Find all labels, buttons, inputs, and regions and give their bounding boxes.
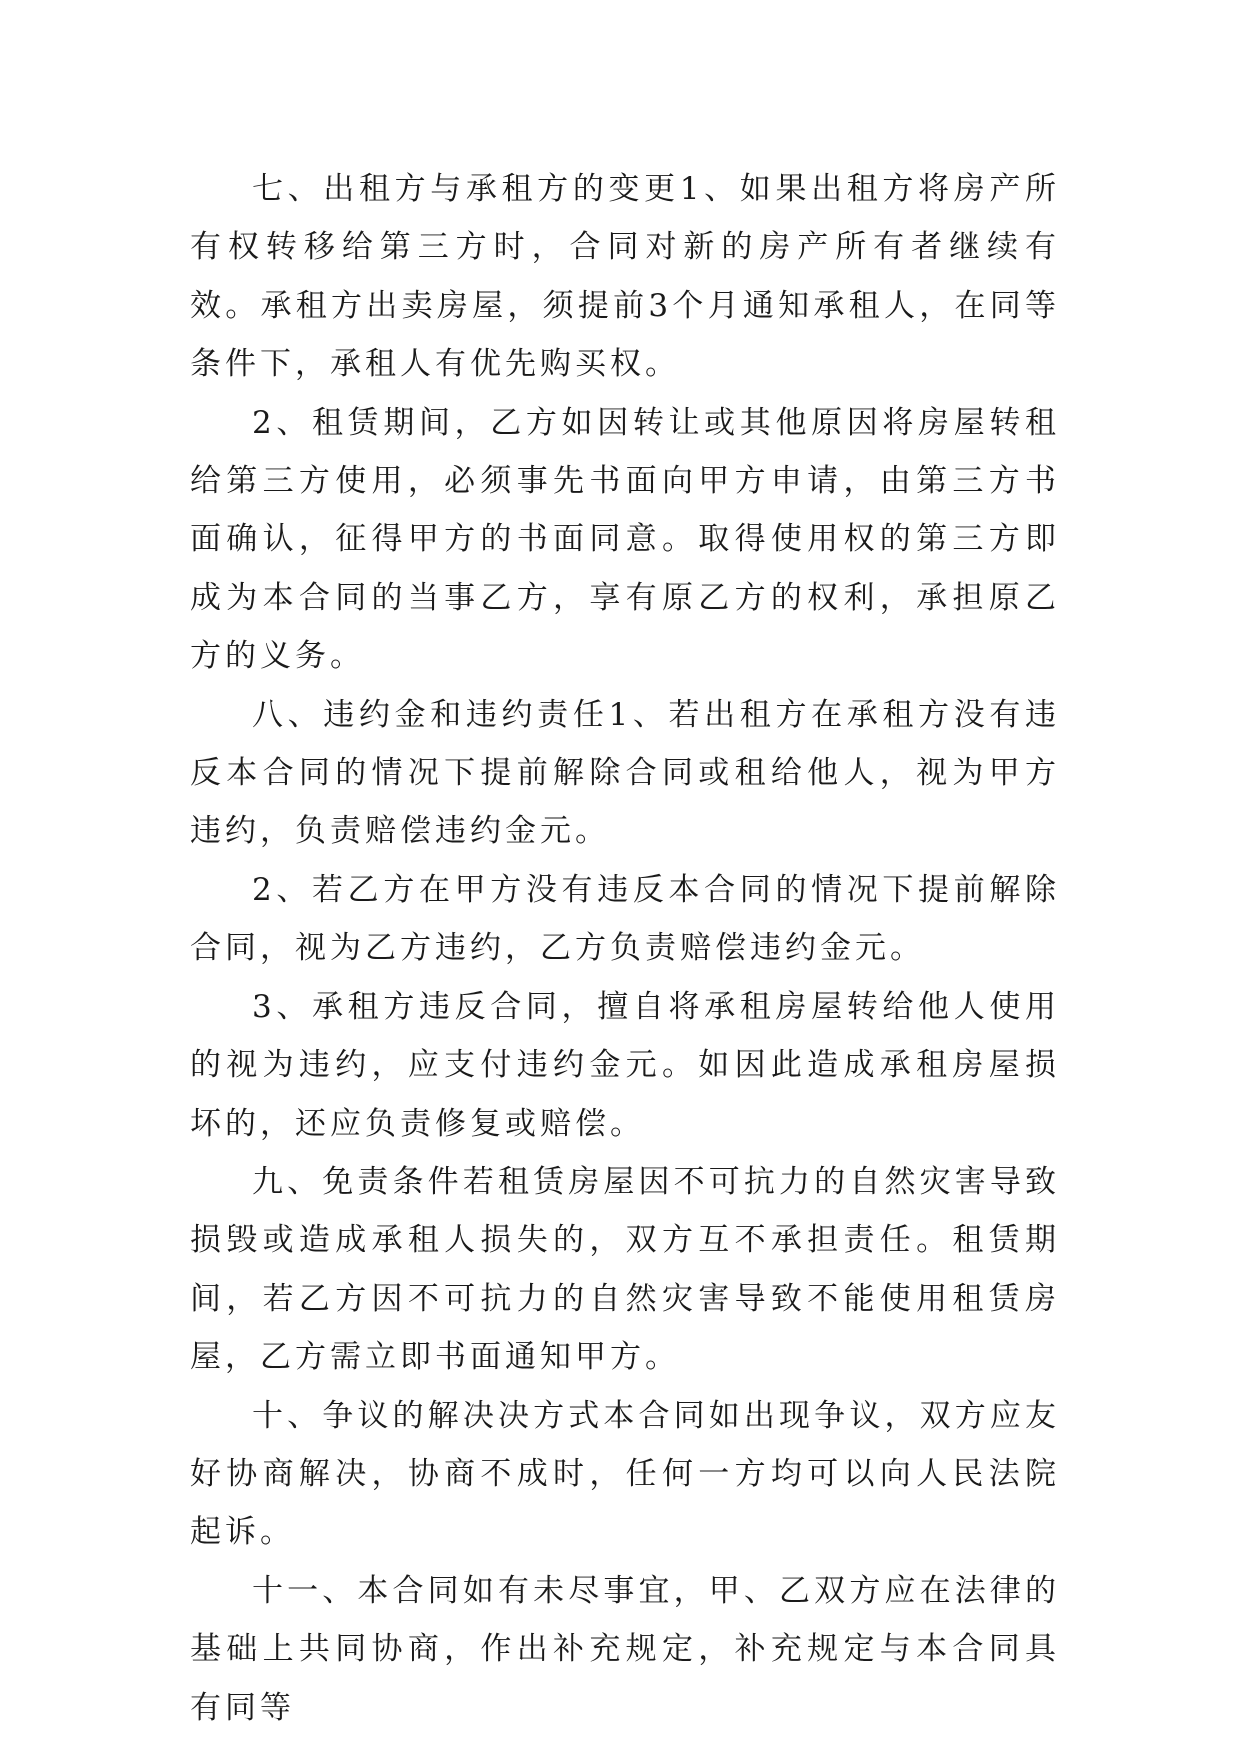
paragraph-clause-8-1: 八、违约金和违约责任1、若出租方在承租方没有违反本合同的情况下提前解除合同或租给他人，视为甲方违约，负责赔偿违约金元。	[190, 696, 1060, 850]
document-body	[190, 160, 1060, 1737]
paragraph-clause-8-3: 3、承租方违反合同，擅自将承租房屋转给他人使用的视为违约，应支付违约金元。如因此造成承租房屋损坏的，还应负责修复或赔偿。	[190, 988, 1060, 1142]
paragraph-clause-9: 九、免责条件若租赁房屋因不可抗力的自然灾害导致损毁或造成承租人损失的，双方互不承担责任。租赁期间，若乙方因不可抗力的自然灾害导致不能使用租赁房屋，乙方需立即书面通知甲方。	[190, 1163, 1060, 1376]
paragraph-clause-11: 十一、本合同如有未尽事宜，甲、乙双方应在法律的基础上共同协商，作出补充规定，补充规定与本合同具有同等	[190, 1572, 1060, 1726]
paragraph-clause-10: 十、争议的解决决方式本合同如出现争议，双方应友好协商解决，协商不成时，任何一方均可以向人民法院起诉。	[190, 1397, 1060, 1551]
paragraph-clause-7-2: 2、租赁期间，乙方如因转让或其他原因将房屋转租给第三方使用，必须事先书面向甲方申请，由第三方书面确认，征得甲方的书面同意。取得使用权的第三方即成为本合同的当事乙方，享有原乙方的权利，承担原乙方的义务。	[190, 404, 1060, 675]
paragraph-clause-8-2: 2、若乙方在甲方没有违反本合同的情况下提前解除合同，视为乙方违约，乙方负责赔偿违约金元。	[190, 871, 1060, 967]
paragraph-clause-7-1: 七、出租方与承租方的变更1、如果出租方将房产所有权转移给第三方时，合同对新的房产所有者继续有效。承租方出卖房屋，须提前3个月通知承租人，在同等条件下，承租人有优先购买权。	[190, 171, 1060, 383]
